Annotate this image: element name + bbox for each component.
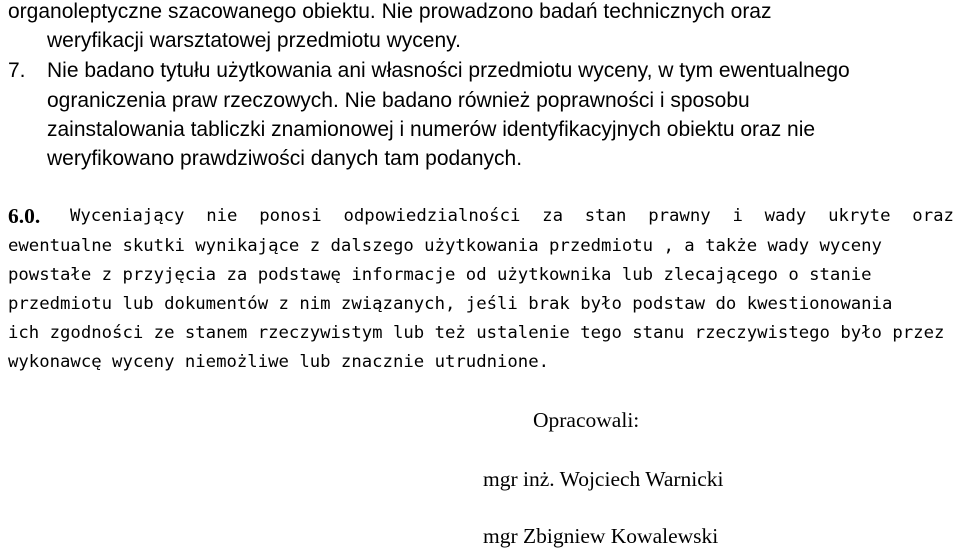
section-6-0-line-1-word: ukryte xyxy=(828,206,891,226)
section-6-0-line-1-word: prawny xyxy=(648,206,711,226)
section-6-0-line-1-word: odpowiedzialności xyxy=(343,206,521,226)
paragraph-top-line-1: organoleptyczne szacowanego obiektu. Nie prowadzono badań technicznych oraz xyxy=(8,0,772,23)
item-7-line-1: Nie badano tytułu użytkowania ani własności przedmiotu wyceny, w tym ewentualnego xyxy=(47,59,850,82)
item-7-line-4: weryfikowano prawdziwości danych tam podanych. xyxy=(47,147,523,170)
section-6-0-line-1-word: za xyxy=(542,206,563,226)
section-6-0-line-1-word: i xyxy=(732,206,743,226)
section-6-0-line-1-word: wady xyxy=(764,206,807,226)
section-6-0-line-6: wykonawcę wyceny niemożliwe lub znacznie utrudnione. xyxy=(8,352,550,372)
section-6-0-number: 6.0. xyxy=(8,204,41,228)
paragraph-top-line-2: weryfikacji warsztatowej przedmiotu wyceny. xyxy=(47,29,461,52)
section-6-0-line-1-word: oraz xyxy=(912,206,954,226)
section-6-0-line-3: powstałe z przyjęcia za podstawę informacje od użytkownika lub zlecającego o stanie xyxy=(8,265,872,285)
signature-author-2: mgr Zbigniew Kowalewski xyxy=(483,524,719,548)
item-7-line-2: ograniczenia praw rzeczowych. Nie badano również poprawności i sposobu xyxy=(47,89,750,112)
section-6-0-line-1-word: stan xyxy=(584,206,627,226)
section-6-0-line-2: ewentualne skutki wynikające z dalszego użytkowania przedmiotu , a także wady wyceny xyxy=(8,236,882,256)
signatures-heading: Opracowali: xyxy=(533,408,640,432)
signature-author-1: mgr inż. Wojciech Warnicki xyxy=(483,467,724,491)
item-7-number: 7. xyxy=(8,59,26,82)
section-6-0-line-1 xyxy=(70,202,954,230)
section-6-0-line-5: ich zgodności ze stanem rzeczywistym lub też ustalenie tego stanu rzeczywistego było przez xyxy=(8,323,945,343)
item-7-line-3: zainstalowania tabliczki znamionowej i numerów identyfikacyjnych obiektu oraz nie xyxy=(47,118,816,141)
section-6-0-line-1-word: ponosi xyxy=(259,206,322,226)
section-6-0-line-1-word: Wyceniający xyxy=(70,206,185,226)
section-6-0-line-4: przedmiotu lub dokumentów z nim związanych, jeśli brak było podstaw do kwestionowania xyxy=(8,294,893,314)
section-6-0-line-1-word: nie xyxy=(206,206,238,226)
